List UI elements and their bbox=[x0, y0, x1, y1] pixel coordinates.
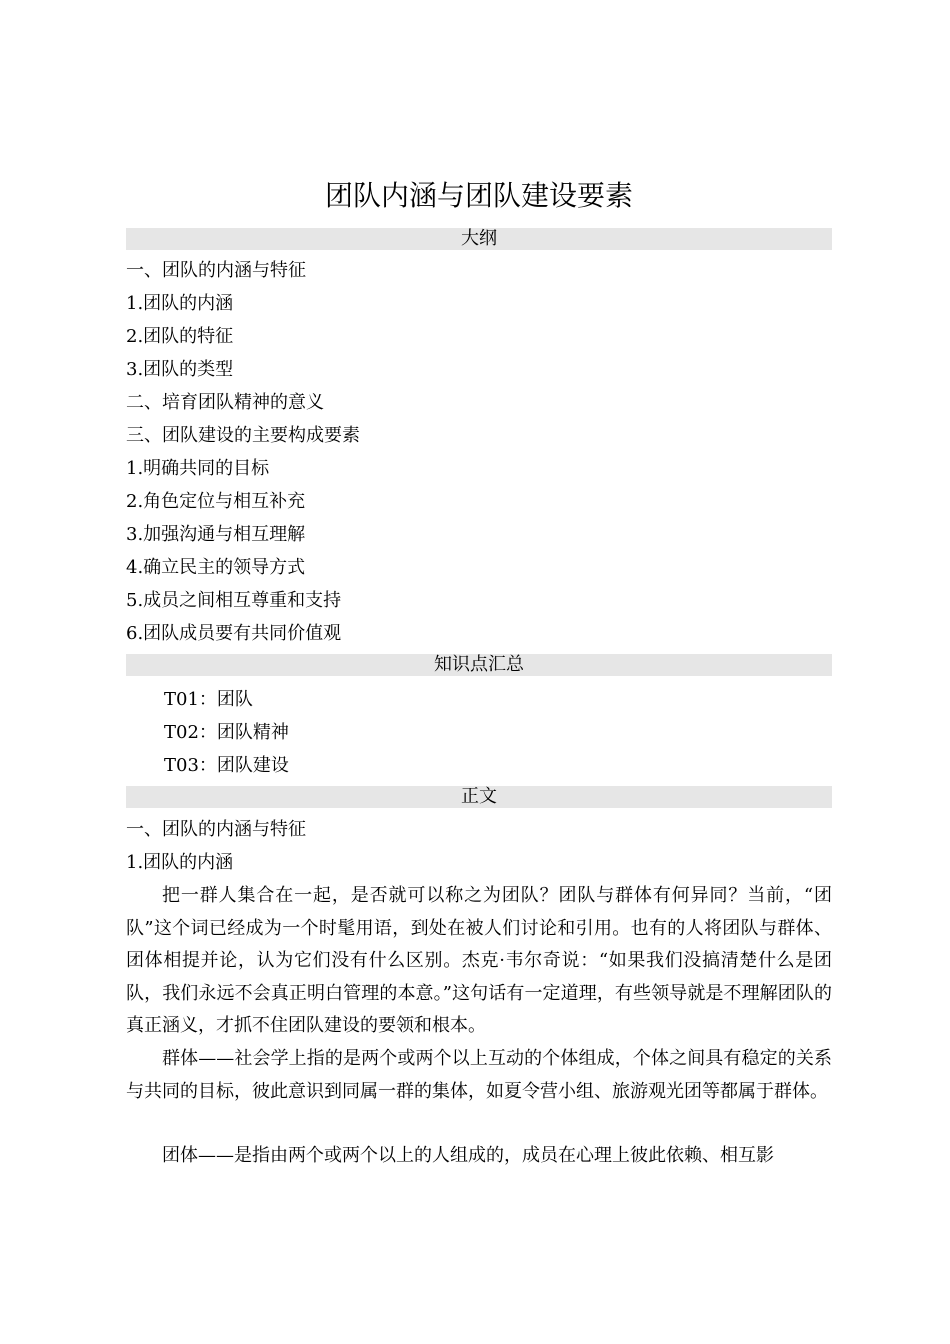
outline-item: 二、培育团队精神的意义 bbox=[126, 392, 324, 413]
outline-item: 三、团队建设的主要构成要素 bbox=[126, 425, 360, 446]
outline-item: 1.团队的内涵 bbox=[126, 293, 234, 314]
section-header-body: 正文 bbox=[126, 786, 832, 808]
knowledge-point: T03：团队建设 bbox=[164, 755, 289, 776]
outline-item: 1.明确共同的目标 bbox=[126, 458, 270, 479]
document-title: 团队内涵与团队建设要素 bbox=[324, 179, 633, 212]
body-paragraph: 群体——社会学上指的是两个或两个以上互动的个体组成，个体之间具有稳定的关系与共同的目标，彼此意识到同属一群的集体，如夏令营小组、旅游观光团等都属于群体。 bbox=[126, 1048, 832, 1102]
body-heading-2: 1.团队的内涵 bbox=[126, 852, 234, 873]
section-header-outline: 大纲 bbox=[126, 228, 832, 250]
outline-item: 一、团队的内涵与特征 bbox=[126, 260, 306, 281]
knowledge-point: T01：团队 bbox=[164, 689, 253, 710]
outline-item: 2.团队的特征 bbox=[126, 326, 234, 347]
section-header-knowledge: 知识点汇总 bbox=[126, 654, 832, 676]
body-heading-1: 一、团队的内涵与特征 bbox=[126, 819, 306, 840]
outline-item: 4.确立民主的领导方式 bbox=[126, 557, 306, 578]
outline-item: 2.角色定位与相互补充 bbox=[126, 491, 306, 512]
outline-item: 3.团队的类型 bbox=[126, 359, 234, 380]
body-paragraph: 把一群人集合在一起，是否就可以称之为团队？团队与群体有何异同？当前，“团队”这个词已经成为一个时髦用语，到处在被人们讨论和引用。也有的人将团队与群体、团体相提并论，认为它们没有什么区别。杰克·韦尔奇说：“如果我们没搞清楚什么是团队，我们永远不会真正明白管理的本意。”这句话有一定道理，有些领导就是不理解团队的真正涵义，才抓不住团队建设的要领和根本。 bbox=[126, 885, 832, 1037]
outline-item: 3.加强沟通与相互理解 bbox=[126, 524, 306, 545]
knowledge-point: T02：团队精神 bbox=[164, 722, 289, 743]
outline-item: 6.团队成员要有共同价值观 bbox=[126, 623, 342, 644]
body-paragraph: 团体——是指由两个或两个以上的人组成的，成员在心理上彼此依赖、相互影 bbox=[162, 1145, 774, 1166]
outline-item: 5.成员之间相互尊重和支持 bbox=[126, 590, 342, 611]
